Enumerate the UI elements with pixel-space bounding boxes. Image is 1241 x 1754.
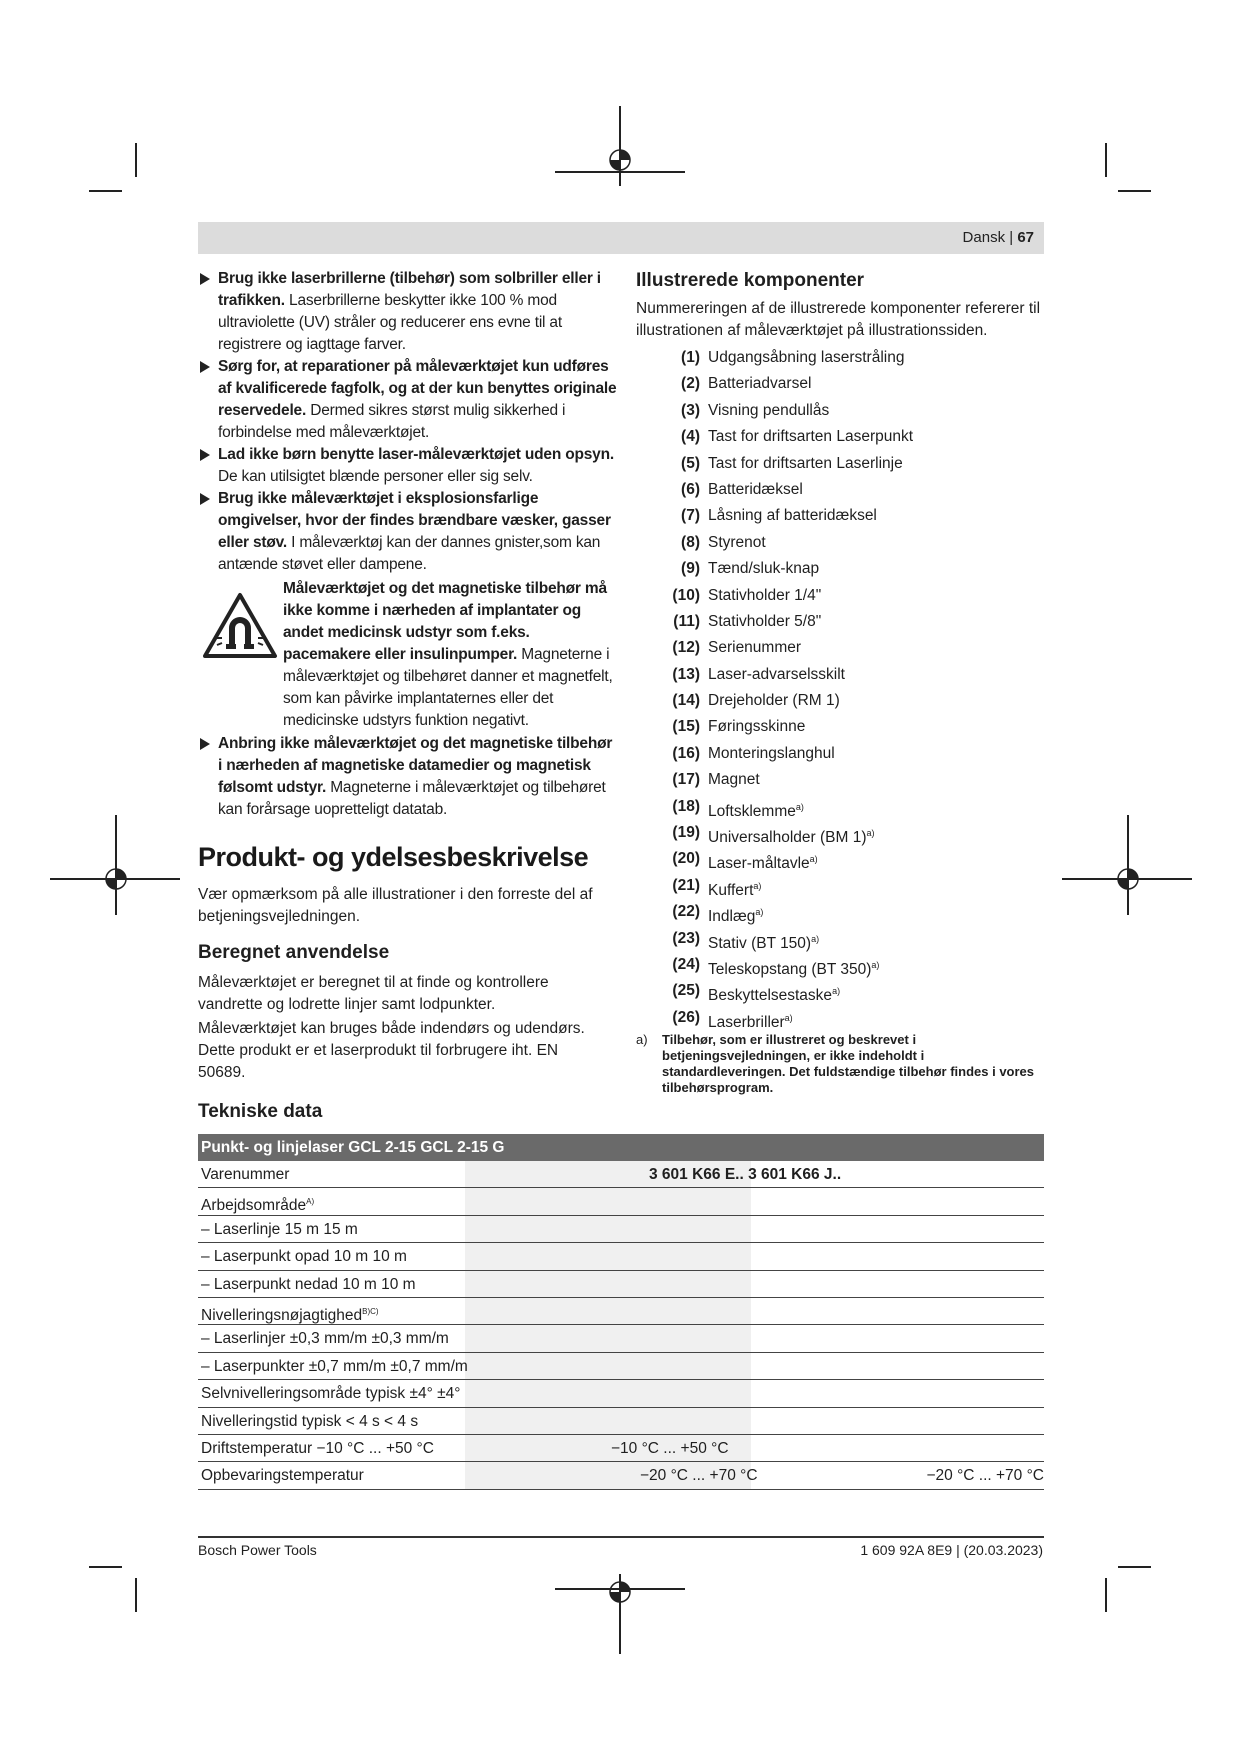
table-cell-label (201, 1435, 434, 1463)
table-column-shade (465, 1216, 751, 1242)
safety-item-text: I måleværktøj kan der dannes gnister,som kan antænde støvet eller dampene. (218, 534, 601, 573)
table-cell-label-text: Nivelleringsnøjagtighed (201, 1307, 363, 1325)
footnote-ref: a) (795, 801, 804, 812)
footnote-ref: a) (753, 880, 762, 891)
component-label (708, 635, 801, 661)
table-cell-label-text: Selvnivelleringsområde typisk ±4° ±4° (201, 1385, 461, 1403)
section-heading: Produkt- og ydelsesbeskrivelse (198, 842, 589, 872)
table-cell-label-text: – Laserpunkter ±0,7 mm/m ±0,7 mm/m (201, 1357, 468, 1375)
table-cell-label-text: Opbevaringstemperatur (201, 1467, 364, 1485)
table-cell-value: −10 °C ... +50 °C (611, 1439, 729, 1457)
components-list (636, 345, 1046, 1031)
safety-item-bold: Anbring ikke måleværktøjet og det magnetiske tilbehør i nærheden af magnetiske datamedier og magnetisk følsomt udstyr. (218, 735, 613, 796)
component-item (636, 767, 1046, 793)
table-cell-label-text: – Laserlinje 15 m 15 m (201, 1220, 358, 1238)
component-label-text: Drejeholder (RM 1) (708, 692, 840, 710)
section-text: Vær opmærksom på alle illustrationer i den forreste del af betjeningsvejledningen. (198, 886, 593, 925)
component-label-text: Serienummer (708, 639, 802, 657)
component-label (708, 530, 766, 556)
table-column-shade (465, 1325, 751, 1351)
header-language: Dansk (962, 229, 1006, 246)
component-number: (10) (672, 586, 700, 604)
component-item (636, 477, 1046, 503)
header-label (963, 229, 1034, 246)
table-header: Punkt- og linjelaser GCL 2-15 GCL 2-15 G (198, 1134, 1044, 1161)
component-label-text: Visning pendullås (708, 401, 830, 419)
paragraph: Måleværktøjet kan bruges både indendørs og udendørs. Dette produkt er et laserprodukt til forbrugere iht. EN 50689. (198, 1020, 585, 1081)
magnet-warning-icon (202, 592, 278, 660)
component-label-text: Monteringslanghul (708, 744, 835, 762)
safety-item (198, 268, 618, 356)
registration-mark-icon (104, 867, 128, 891)
component-item (636, 662, 1046, 688)
safety-item-text: De kan utilsigtet blænde personer eller sig selv. (218, 468, 533, 485)
footnote-ref: a) (871, 959, 880, 970)
bullet-triangle-icon (200, 273, 210, 285)
magnet-warning-text (283, 578, 618, 732)
safety-item-bold: Brug ikke laserbrillerne (tilbehør) som solbriller eller i trafikken. (218, 270, 601, 309)
component-number: (2) (681, 375, 700, 393)
bullet-triangle-icon (200, 738, 210, 750)
component-number: (1) (681, 349, 700, 366)
component-number: (4) (681, 428, 700, 446)
table-cell-label-text: – Laserpunkt opad 10 m 10 m (201, 1248, 407, 1266)
table-column-shade (465, 1408, 751, 1434)
footnote-mark: a) (636, 1032, 648, 1047)
table-cell-label-text: Arbejdsområde (201, 1197, 307, 1215)
component-label-text: Batteridæksel (708, 480, 803, 498)
component-number: (7) (681, 507, 700, 525)
component-label (708, 398, 829, 424)
component-label-text: Loftsklemme (708, 802, 796, 820)
safety-item-text: Magneterne i måleværktøjet og tilbehøret kan forårsage uopretteligt datatab. (218, 779, 606, 818)
table-cell-label (201, 1271, 416, 1299)
footer-doc-number: 1 609 92A 8E9 | (20.03.2023) (860, 1542, 1043, 1558)
table-column-shade (465, 1243, 751, 1269)
table-cell-label-text: Varenummer (201, 1166, 290, 1183)
component-label (708, 662, 845, 688)
component-number: (19) (672, 824, 700, 842)
table-cell-label (201, 1161, 289, 1189)
component-item (636, 583, 1046, 609)
component-label-text: Laser-advarselsskilt (708, 665, 845, 683)
footnote-ref: a) (866, 828, 875, 839)
component-item (636, 899, 1046, 925)
table-body (198, 1161, 1044, 1490)
component-label-text: Stativholder 1/4" (708, 586, 822, 604)
safety-item (198, 488, 618, 576)
component-label-text: Udgangsåbning laserstråling (708, 349, 905, 366)
component-number: (22) (672, 903, 700, 921)
table-column-shade (465, 1380, 751, 1406)
magnet-warning-body: Magneterne i måleværktøjet og tilbehøret danner et magnetfelt, som kan påvirke implantaternes eller det medicinske udstyrs funktion negativt. (283, 646, 613, 729)
table-column-shade (465, 1353, 751, 1379)
component-label (708, 741, 835, 767)
component-label-text: Teleskopstang (BT 350) (708, 961, 872, 979)
component-item (636, 530, 1046, 556)
component-number: (18) (672, 797, 700, 815)
paragraph: Nummereringen af de illustrerede komponenter refererer til illustrationen af måleværktøjet på illustrationssiden. (636, 300, 1041, 339)
component-number: (21) (672, 876, 700, 894)
component-label-text: Føringsskinne (708, 718, 806, 736)
table-row (198, 1325, 1044, 1352)
component-number: (20) (672, 850, 700, 868)
footnote-ref: a) (755, 907, 764, 918)
component-label-text: Tast for driftsarten Laserlinje (708, 454, 903, 472)
component-label-text: Stativ (BT 150) (708, 934, 812, 952)
footnote-text: Tilbehør, som er illustreret og beskrevet i betjeningsvejledningen, er ikke indeholdt i standardleveringen. Det fuldstændige tilbehør findes i vores tilbehørsprogram. (662, 1032, 1035, 1095)
component-item (636, 952, 1046, 978)
component-label-text: Laserbriller (708, 1013, 785, 1031)
component-label (708, 609, 821, 635)
safety-item (198, 733, 618, 821)
table-row (198, 1243, 1044, 1270)
subsection-heading: Illustrerede komponenter (636, 270, 865, 291)
table-cell-label (201, 1216, 358, 1244)
component-number: (24) (672, 955, 700, 973)
bullet-triangle-icon (200, 493, 210, 505)
table-cell-label-text: Driftstemperatur −10 °C ... +50 °C (201, 1439, 434, 1457)
footnote-ref: B)C) (362, 1306, 379, 1316)
footer-divider (198, 1536, 1044, 1538)
component-label (708, 477, 803, 503)
component-number: (11) (673, 612, 700, 630)
component-item (636, 1005, 1046, 1031)
subsection-heading: Beregnet anvendelse (198, 942, 390, 963)
component-number: (6) (681, 480, 700, 498)
component-item (636, 424, 1046, 450)
table-row (198, 1161, 1044, 1188)
component-number: (17) (672, 771, 700, 789)
table-column-shade (465, 1298, 751, 1324)
table-row (198, 1435, 1044, 1462)
table-cell-value: −20 °C ... +70 °C (926, 1467, 1044, 1485)
component-label (708, 767, 760, 793)
component-item (636, 978, 1046, 1004)
component-item (636, 873, 1046, 899)
component-number: (25) (672, 982, 700, 1000)
component-item (636, 345, 1046, 371)
component-label-text: Laser-måltavle (708, 855, 810, 873)
component-item (636, 846, 1046, 872)
component-item (636, 451, 1046, 477)
registration-mark-icon (608, 1580, 632, 1604)
component-label (708, 583, 821, 609)
bullet-triangle-icon (200, 449, 210, 461)
component-number: (8) (681, 533, 700, 551)
safety-item (198, 356, 618, 444)
component-item (636, 794, 1046, 820)
safety-item-text: Laserbrillerne beskytter ikke 100 % mod ultraviolette (UV) stråler og reducerer ens evne til at registrere og iagttage farver. (218, 292, 562, 353)
safety-item-bold: Lad ikke børn benytte laser-måleværktøjet uden opsyn. (218, 446, 614, 463)
table-cell-label (201, 1353, 468, 1381)
component-item (636, 371, 1046, 397)
component-label-text: Tast for driftsarten Laserpunkt (708, 428, 914, 446)
component-item (636, 556, 1046, 582)
table-cell-value: −20 °C ... +70 °C (640, 1467, 758, 1485)
component-item (636, 820, 1046, 846)
footnote-ref: A) (306, 1197, 315, 1207)
safety-item-bold: Brug ikke måleværktøjet i eksplosionsfarlige omgivelser, hvor der findes brændbare væsker, gasser eller støv. (218, 490, 611, 551)
component-label (708, 503, 877, 529)
table-cell-value: 3 601 K66 E.. 3 601 K66 J.. (649, 1166, 842, 1183)
component-label (708, 714, 805, 740)
magnet-warning-bold: Måleværktøjet og det magnetiske tilbehør må ikke komme i nærheden af implantater og andet medicinsk udstyr som f.eks. pacemakere eller insulinpumper. (283, 580, 607, 663)
component-label (708, 556, 819, 582)
component-label-text: Låsning af batteridæksel (708, 507, 877, 525)
table-cell-label (201, 1325, 449, 1353)
table-column-shade (465, 1188, 751, 1214)
safety-column (198, 268, 618, 821)
bullet-triangle-icon (200, 361, 210, 373)
table-cell-label (201, 1408, 418, 1436)
component-number: (15) (672, 718, 700, 736)
component-label-text: Tænd/sluk-knap (708, 560, 820, 578)
page-number: 67 (1017, 229, 1034, 246)
tech-data-table (198, 1134, 1044, 1490)
component-label-text: Kuffert (708, 881, 754, 899)
component-number: (3) (681, 401, 700, 419)
component-item (636, 926, 1046, 952)
component-label (708, 345, 904, 371)
component-label (708, 688, 840, 714)
footnote-ref: a) (784, 1012, 793, 1023)
component-number: (16) (672, 744, 700, 762)
component-number: (12) (672, 639, 700, 657)
safety-item-bold: Sørg for, at reparationer på måleværktøjet kun udføres af kvalificerede fagfolk, og at der kun benyttes originale reservedele. (218, 358, 617, 419)
safety-item (198, 444, 618, 488)
component-number: (26) (672, 1008, 700, 1026)
header-separator: | (1005, 229, 1018, 246)
table-row (198, 1216, 1044, 1243)
component-number: (9) (681, 560, 700, 578)
table-row (198, 1462, 1044, 1489)
component-label-text: Magnet (708, 771, 760, 789)
component-label (708, 424, 913, 450)
table-cell-label (201, 1462, 364, 1490)
table-cell-label-text: Nivelleringstid typisk < 4 s < 4 s (201, 1412, 419, 1430)
component-item (636, 398, 1046, 424)
registration-mark-icon (608, 148, 632, 172)
registration-mark-icon (1116, 867, 1140, 891)
component-label-text: Beskyttelsestaske (708, 987, 833, 1005)
page-header (198, 222, 1044, 254)
table-column-shade (465, 1271, 751, 1297)
table-row (198, 1298, 1044, 1325)
component-label-text: Stativholder 5/8" (708, 612, 822, 630)
footnote-ref: a) (809, 854, 818, 865)
component-label-text: Styrenot (708, 533, 766, 551)
subsection-heading: Tekniske data (198, 1101, 323, 1122)
component-number: (5) (681, 454, 700, 472)
component-item (636, 714, 1046, 740)
component-item (636, 741, 1046, 767)
component-label (708, 371, 811, 397)
component-item (636, 503, 1046, 529)
component-item (636, 609, 1046, 635)
component-number: (23) (672, 929, 700, 947)
table-cell-label (201, 1380, 460, 1408)
paragraph: Måleværktøjet er beregnet til at finde og kontrollere vandrette og lodrette linjer samt lodpunkter. (198, 974, 549, 1013)
table-cell-label-text: – Laserpunkt nedad 10 m 10 m (201, 1275, 416, 1293)
table-cell-label-text: – Laserlinjer ±0,3 mm/m ±0,3 mm/m (201, 1330, 449, 1348)
component-number: (14) (672, 692, 700, 710)
magnet-warning (198, 578, 618, 733)
footnote-ref: a) (811, 933, 820, 944)
component-label-text: Indlæg (708, 908, 756, 926)
component-label-text: Universalholder (BM 1) (708, 829, 867, 847)
component-label-text: Batteriadvarsel (708, 375, 812, 393)
component-item (636, 635, 1046, 661)
table-row (198, 1380, 1044, 1407)
table-row (198, 1188, 1044, 1215)
safety-item-text: Dermed sikres størst mulig sikkerhed i forbindelse med måleværktøjet. (218, 402, 566, 441)
table-row (198, 1271, 1044, 1298)
component-number: (13) (672, 665, 700, 683)
footnote-ref: a) (832, 986, 841, 997)
component-item (636, 688, 1046, 714)
table-row (198, 1408, 1044, 1435)
component-label (708, 451, 903, 477)
footer-brand: Bosch Power Tools (198, 1542, 317, 1558)
table-row (198, 1353, 1044, 1380)
table-cell-label (201, 1243, 407, 1271)
